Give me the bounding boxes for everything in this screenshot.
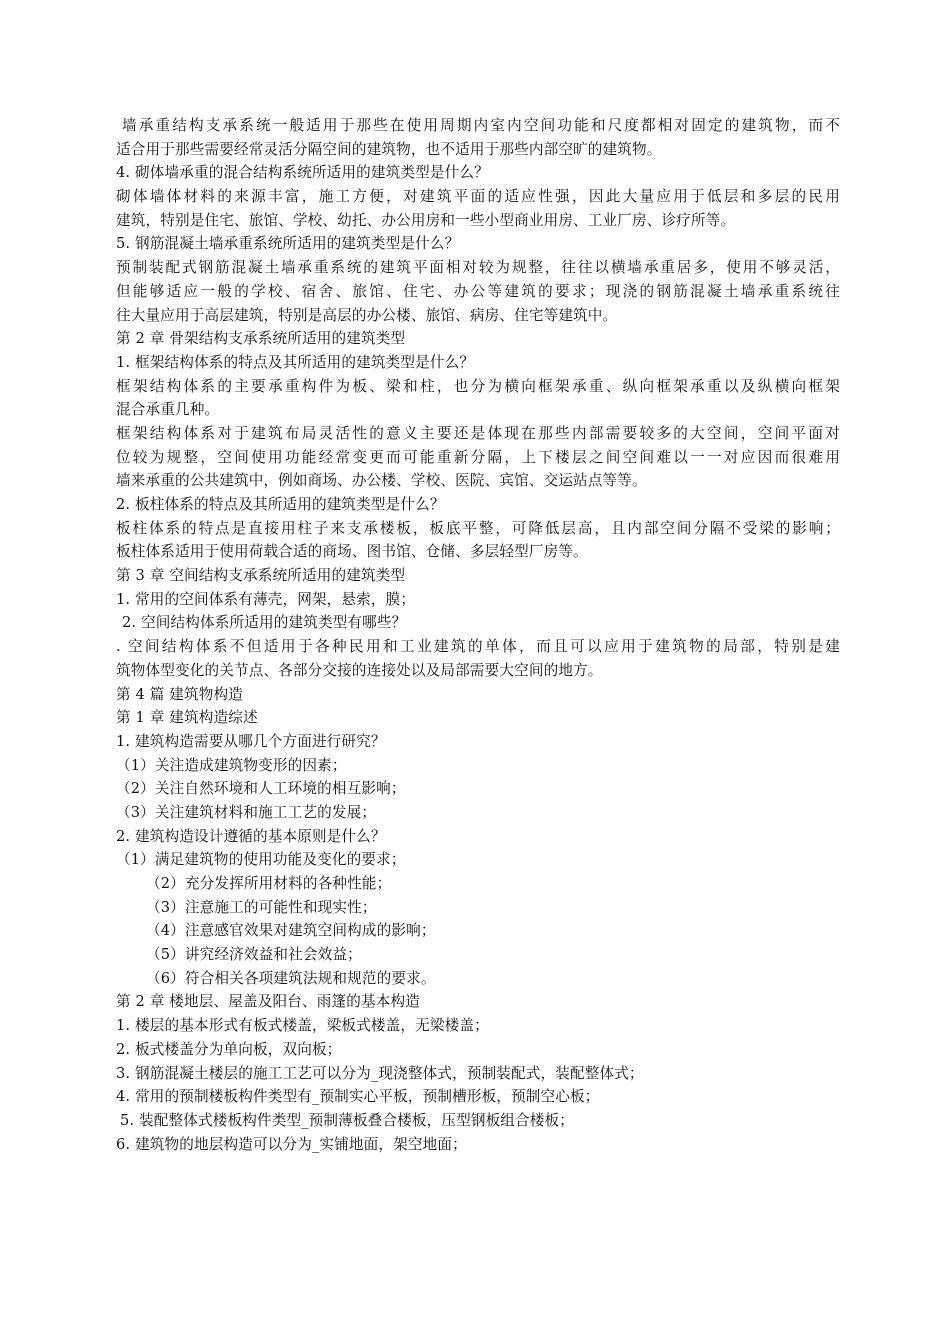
paragraph-line: 混合承重几种。: [116, 401, 220, 419]
chapter-heading: 第 3 章 空间结构支承系统所适用的建筑类型: [116, 567, 406, 585]
paragraph-line: 适合用于那些需要经常灵活分隔空间的建筑物，也不适用于那些内部空旷的建筑物。: [116, 140, 662, 158]
question-heading: 4. 砌体墙承重的混合结构系统所适用的建筑类型是什么？: [116, 164, 489, 182]
paragraph-line: 板柱体系的特点是直接用柱子来支承楼板，板底平整，可降低层高，且内部空间分隔不受梁的影响；: [116, 519, 840, 537]
question-heading: 1. 建筑构造需要从哪几个方面进行研究？: [116, 732, 386, 750]
list-item: （2）关注自然环境和人工环境的相互影响；: [116, 780, 406, 798]
paragraph-line: . 空间结构体系不但适用于各种民用和工业建筑的单体，而且可以应用于建筑物的局部，特别是建: [116, 638, 840, 656]
list-item: 4. 常用的预制楼板构件类型有_预制实心平板，预制槽形板，预制空心板；: [116, 1088, 600, 1106]
paragraph-line: 但能够适应一般的学校、宿舍、旅馆、住宅、办公等建筑的要求；现浇的钢筋混凝土墙承重系统往: [116, 282, 840, 300]
document-body: [116, 114, 840, 1156]
list-item: 5. 装配整体式楼板构件类型_预制薄板叠合楼板，压型钢板组合楼板；: [120, 1111, 575, 1129]
paragraph-line: 建筑，特别是住宅、旅馆、学校、幼托、办公用房和一些小型商业用房、工业厂房、诊疗所等。: [116, 211, 736, 229]
paragraph-line: 墙承重结构支承系统一般适用于那些在使用周期内室内空间功能和尺度都相对固定的建筑物，而不: [122, 117, 840, 134]
paragraph-line: 筑物体型变化的关节点、各部分交接的连接处以及局部需要大空间的地方。: [116, 661, 603, 679]
paragraph-line: 框架结构体系的主要承重构件为板、梁和柱，也分为横向框架承重、纵向框架承重以及纵横向框架: [116, 377, 840, 395]
list-item: （6）符合相关各项建筑法规和规范的要求。: [146, 969, 436, 987]
paragraph-line: 框架结构体系对于建筑布局灵活性的意义主要还是体现在那些内部需要较多的大空间，空间平面对: [116, 424, 840, 442]
list-item: （1）关注造成建筑物变形的因素；: [116, 756, 347, 774]
list-item: （1）满足建筑物的使用功能及变化的要求；: [116, 851, 406, 869]
part-heading: 第 4 篇 建筑物构造: [116, 685, 244, 703]
list-item: （3）关注建筑材料和施工工艺的发展；: [116, 803, 377, 821]
list-item: （4）注意感官效果对建筑空间构成的影响；: [146, 922, 436, 940]
list-item: （2）充分发挥所用材料的各种性能；: [146, 875, 392, 892]
list-item: （5）讲究经济效益和社会效益；: [146, 946, 362, 964]
paragraph-line: 墙来承重的公共建筑中，例如商场、办公楼、学校、医院、宾馆、交运站点等等。: [116, 472, 647, 490]
paragraph-line: 板柱体系适用于使用荷载合适的商场、图书馆、仓储、多层轻型厂房等。: [116, 543, 588, 561]
list-item: （3）注意施工的可能性和现实性；: [146, 898, 377, 916]
question-heading: 2. 空间结构体系所适用的建筑类型有哪些？: [122, 614, 407, 632]
chapter-heading: 第 2 章 楼地层、屋盖及阳台、雨篷的基本构造: [116, 993, 420, 1011]
paragraph-line: 位较为规整，空间使用功能经常变更而可能重新分隔，上下楼层之间空间难以一一对应因而很难用: [116, 448, 840, 466]
chapter-heading: 第 2 章 骨架结构支承系统所适用的建筑类型: [116, 330, 406, 348]
paragraph-line: 预制装配式钢筋混凝土墙承重系统的建筑平面相对较为规整，往往以横墙承重居多，使用不够灵活，: [116, 259, 840, 277]
list-item: 1. 常用的空间体系有薄壳，网架，悬索，膜；: [116, 590, 416, 608]
list-item: 6. 建筑物的地层构造可以分为_实铺地面，架空地面；: [116, 1135, 467, 1153]
paragraph-line: 砌体墙体材料的来源丰富，施工方便，对建筑平面的适应性强，因此大量应用于低层和多层的民用: [116, 188, 840, 206]
paragraph-line: 往大量应用于高层建筑，特别是高层的办公楼、旅馆、病房、住宅等建筑中。: [116, 306, 618, 324]
list-item: 2. 板式楼盖分为单向板，双向板；: [116, 1040, 342, 1058]
chapter-heading: 第 1 章 建筑构造综述: [116, 709, 258, 727]
list-item: 1. 楼层的基本形式有板式楼盖，梁板式楼盖，无梁楼盖；: [116, 1017, 489, 1035]
question-heading: 2. 板柱体系的特点及其所适用的建筑类型是什么？: [116, 496, 445, 513]
question-heading: 1. 框架结构体系的特点及其所适用的建筑类型是什么？: [116, 353, 475, 371]
question-heading: 5. 钢筋混凝土墙承重系统所适用的建筑类型是什么？: [116, 235, 460, 253]
question-heading: 2. 建筑构造设计遵循的基本原则是什么？: [116, 827, 386, 845]
list-item: 3. 钢筋混凝土楼层的施工工艺可以分为_现浇整体式，预制装配式，装配整体式；: [116, 1064, 644, 1082]
